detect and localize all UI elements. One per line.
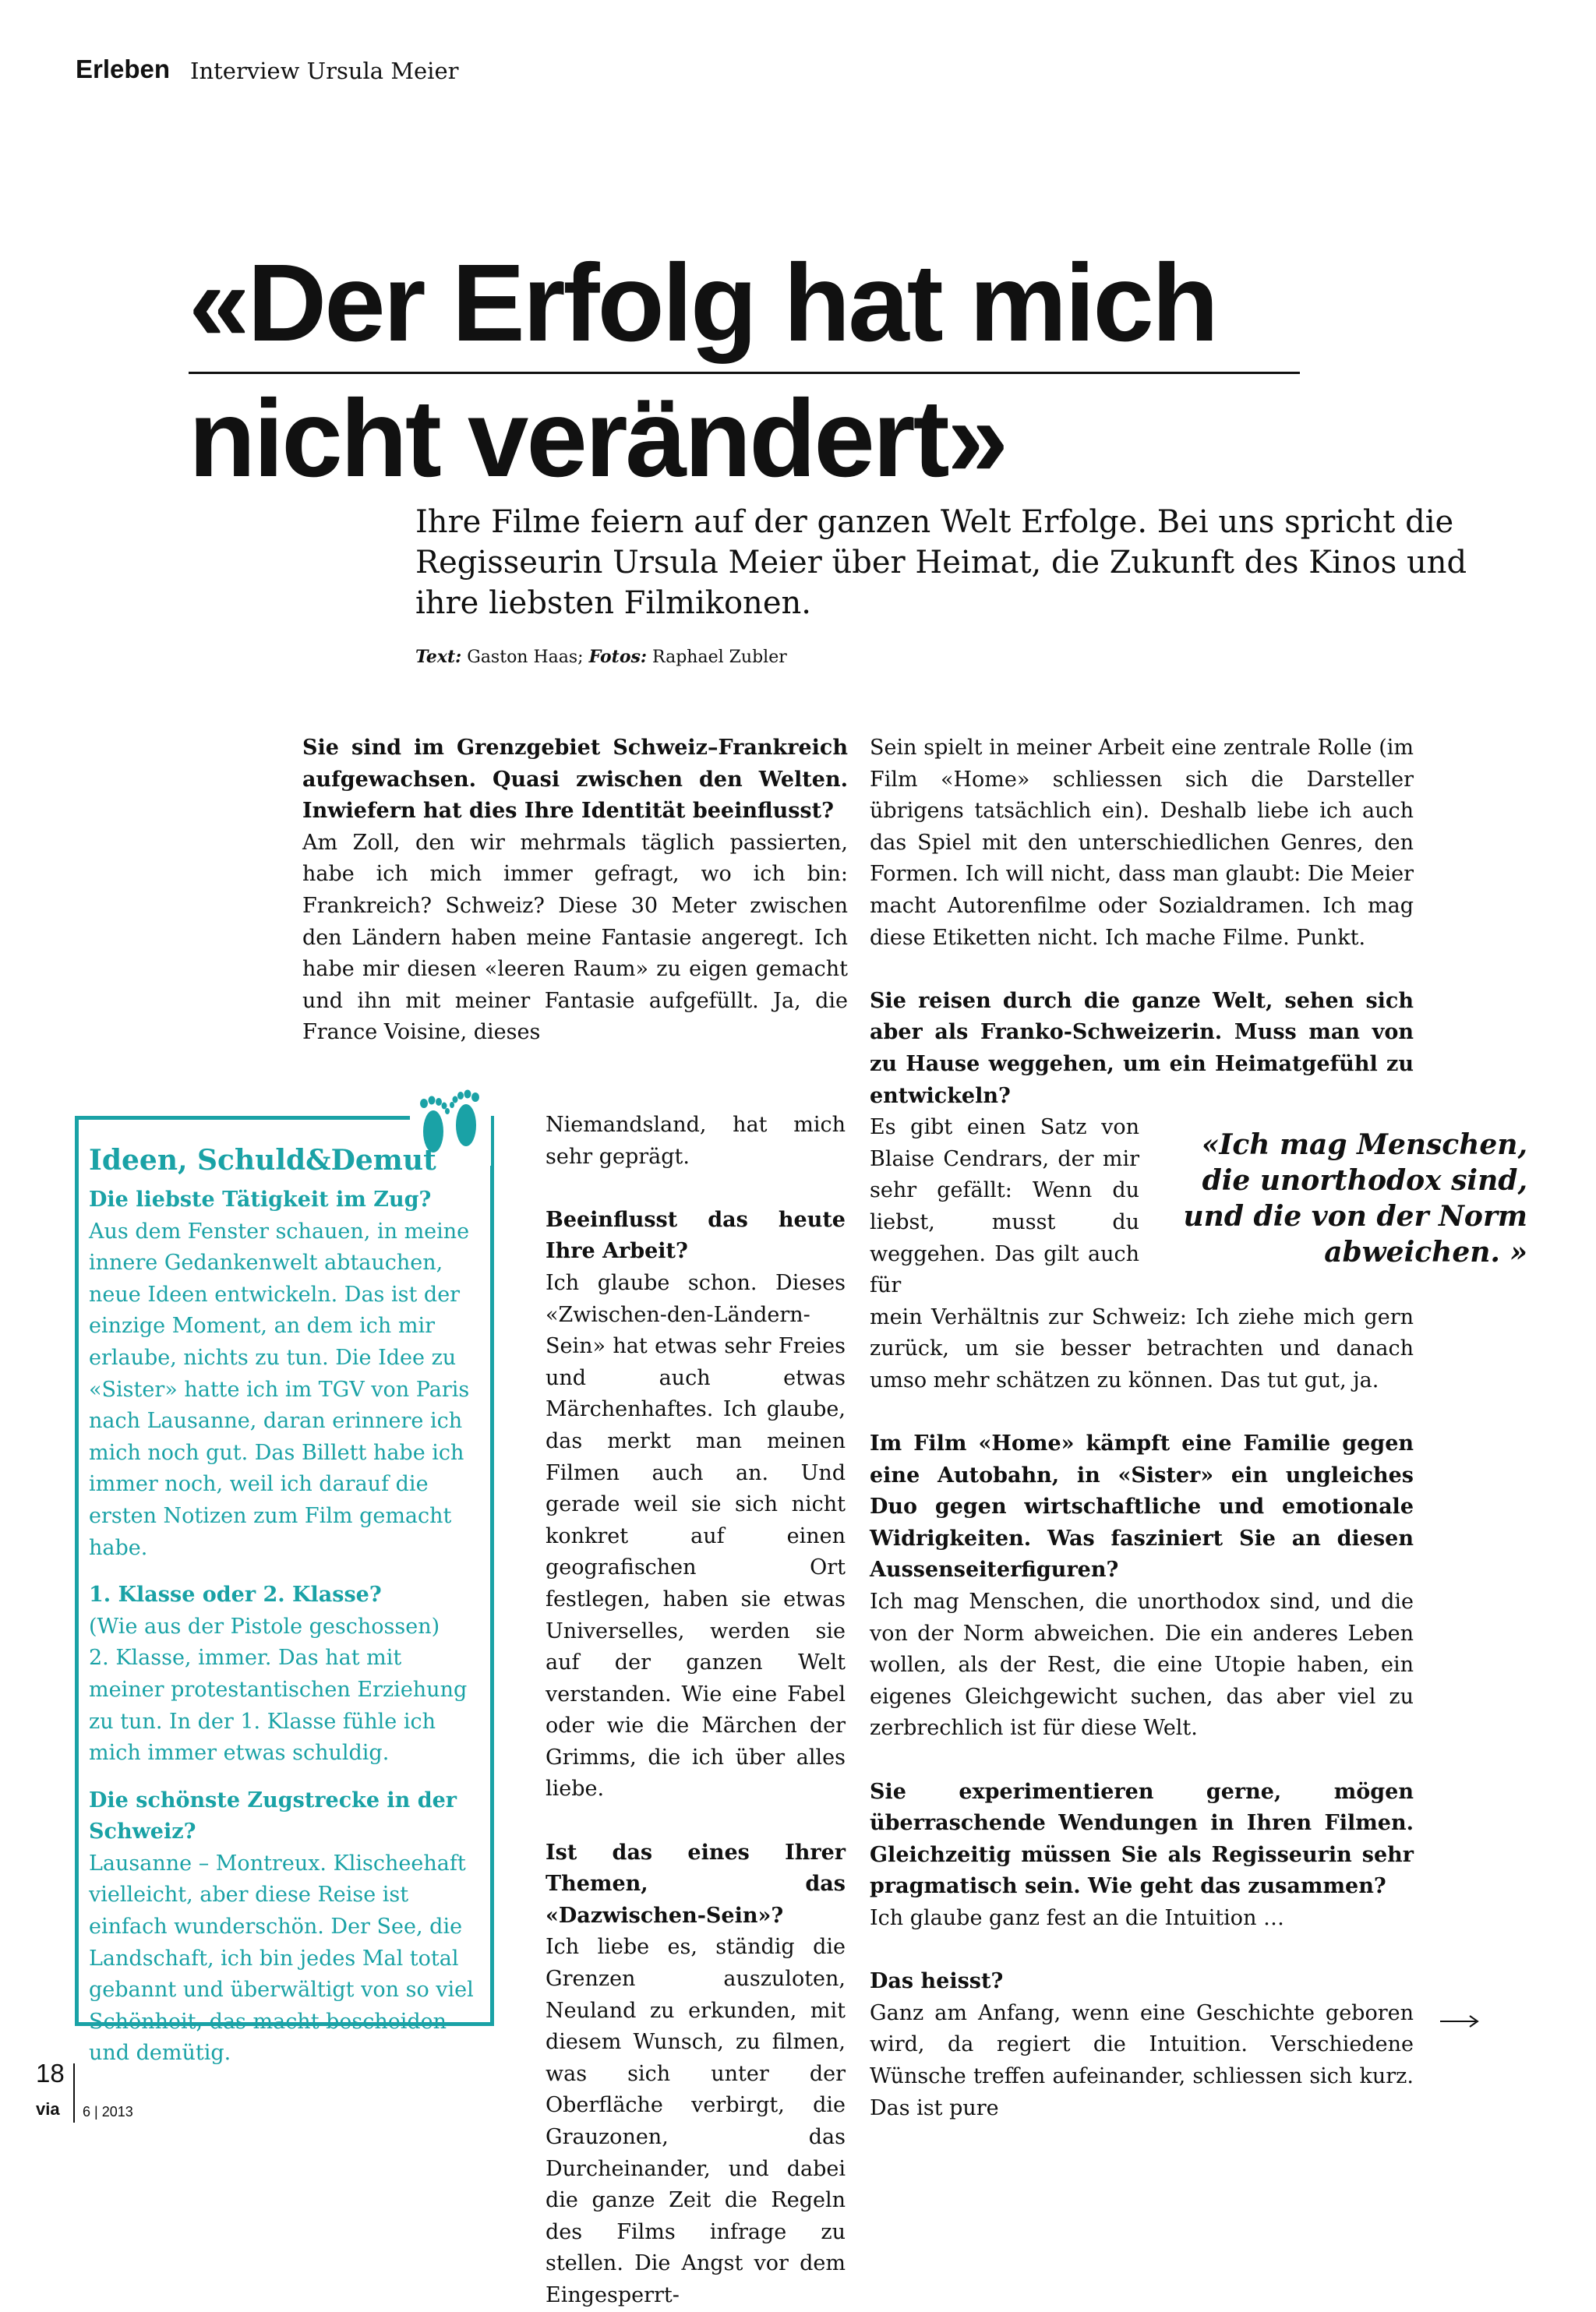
sidebar-question-2: 1. Klasse oder 2. Klasse?: [89, 1583, 382, 1608]
body-column-2: [546, 1110, 846, 2312]
question-3: Ist das eines Ihrer Themen, das «Dazwischen-Sein»?: [546, 1840, 846, 1928]
credits-photo-label: Fotos:: [588, 647, 648, 667]
sidebar-question-1: Die liebste Tätigkeit im Zug?: [89, 1188, 432, 1212]
continue-arrow-icon: [1440, 2014, 1481, 2029]
question-7: Das heisst?: [870, 1969, 1004, 1994]
question-1: Sie sind im Grenzgebiet Schweiz–Frankreich aufgewachsen. Quasi zwischen den Welten. Inwiefern hat dies Ihre Identität beeinflusst?: [302, 736, 848, 824]
body-column-3: [870, 732, 1414, 2124]
section-label: Erleben: [76, 55, 171, 83]
credits: [415, 647, 787, 667]
credits-text-name: Gaston Haas;: [461, 648, 589, 667]
lead-paragraph: Ihre Filme feiern auf der ganzen Welt Erfolge. Bei uns spricht die Regisseurin Ursula Meier über Heimat, die Zukunft des Kinos und ihre liebsten Filmikonen.: [415, 504, 1467, 621]
question-2: Beeinflusst das heute Ihre Arbeit?: [546, 1207, 846, 1264]
sidebar-answer-2: 2. Klasse, immer. Das hat mit meiner protestantischen Erziehung zu tun. In der 1. Klasse fühle ich mich immer etwas schuldig.: [89, 1646, 468, 1766]
credits-photo-name: Raphael Zubler: [647, 648, 787, 667]
sidebar-question-2-note: (Wie aus der Pistole geschossen): [89, 1614, 440, 1639]
body-column-1: [302, 732, 848, 1049]
sidebar-answer-1: Aus dem Fenster schauen, in meine innere Gedankenwelt abtauchen, neue Ideen entwickeln. Das ist der einzige Moment, an dem ich mir erlaube, nichts zu tun. Die Idee zu «Sister» hatte ich im TGV von Paris nach Lausanne, daran erinnere ich mich noch gut. Das Billett habe ich immer noch, weil ich darauf die ersten Notizen zum Film gemacht habe.: [89, 1219, 470, 1560]
question-4: Sie reisen durch die ganze Welt, sehen sich aber als Franko-Schweizerin. Muss man von zu Hause weggehen, um ein Heimatgefühl zu entwickeln?: [870, 988, 1414, 1108]
answer-6: Ich glaube ganz fest an die Intuition …: [870, 1905, 1285, 1930]
sidebar-question-3: Die schönste Zugstrecke in der Schweiz?: [89, 1788, 457, 1844]
headline-line-1: «Der Erfolg hat mich: [189, 241, 1216, 364]
question-6: Sie experimentieren gerne, mögen überraschende Wendungen in Ihren Filmen. Gleichzeitig müssen Sie als Regisseurin sehr pragmatisch sein. Wie geht das zusammen?: [870, 1779, 1414, 1899]
page-number: 18: [36, 2059, 65, 2088]
sidebar-answer-3: Lausanne – Montreux. Klischeehaft vielleicht, aber diese Reise ist einfach wunderschön. Der See, die Landschaft, ich bin jedes Mal total gebannt und überwältigt von so viel Schönheit, das macht bescheiden und demütig.: [89, 1851, 474, 2066]
headline-line-2: nicht verändert»: [189, 376, 1007, 499]
section-subtitle: Interview Ursula Meier: [190, 58, 459, 84]
answer-4-part-1: Es gibt einen Satz von Blaise Cendrars, der mir sehr gefällt: Wenn du liebst, musst du weggehen. Das gilt auch für: [870, 1115, 1139, 1298]
answer-5: Ich mag Menschen, die unorthodox sind, und die von der Norm abweichen. Die ein anderes Leben wollen, als der Rest, die eine Utopie haben, ein eigenes Gleichgewicht suchen, das aber viel zu zerbrechlich ist für diese Welt.: [870, 1590, 1414, 1741]
sidebar-body: [89, 1184, 482, 2070]
question-5: Im Film «Home» kämpft eine Familie gegen eine Autobahn, in «Sister» ein ungleiches Duo gegen wirtschaftliche und emotionale Widrigkeiten. Was fasziniert Sie an diesen Aussenseiterfiguren?: [870, 1431, 1414, 1583]
headline-rule: [189, 372, 1300, 374]
magazine-logo: via: [36, 2099, 60, 2119]
answer-1: Am Zoll, den wir mehrmals täglich passierten, habe ich mich immer gefragt, wo ich bin: Frankreich? Schweiz? Diese 30 Meter zwischen den Ländern haben meine Fantasie angeregt. Ich habe mir diesen «leeren Raum» zu eigen gemacht und ihn mit meiner Fantasie aufgefüllt. Ja, die France Voisine, dieses: [302, 830, 848, 1045]
answer-4-part-2: mein Verhältnis zur Schweiz: Ich ziehe mich gern zurück, um sie besser betrachten und danach umso mehr schätzen zu können. Das tut gut, ja.: [870, 1304, 1414, 1392]
answer-1-continued: Niemandsland, hat mich sehr geprägt.: [546, 1113, 846, 1169]
answer-3-continued: Sein spielt in meiner Arbeit eine zentrale Rolle (im Film «Home» schliessen sich die Darsteller übrigens tatsächlich ein). Deshalb liebe ich auch das Spiel mit den unterschiedlichen Genres, den Formen. Ich will nicht, dass man glaubt: Die Meier macht Autorenfilme oder Sozialdramen. Ich mag diese Etiketten nicht. Ich mache Filme. Punkt.: [870, 736, 1414, 950]
footer-divider: [73, 2063, 75, 2123]
pull-quote: «Ich mag Menschen, die unorthodox sind, und die von der Norm abweichen. »: [1183, 1128, 1527, 1269]
answer-3: Ich liebe es, ständig die Grenzen auszuloten, Neuland zu erkunden, mit diesem Wunsch, zu filmen, was sich unter der Oberfläche verbirgt, die Grauzonen, das Durcheinander, und dabei die ganze Zeit die Regeln des Films infrage zu stellen. Die Angst vor dem Eingesperrt-: [546, 1935, 846, 2307]
credits-text-label: Text:: [415, 647, 462, 667]
issue-number: 6 | 2013: [83, 2104, 133, 2120]
answer-7: Ganz am Anfang, wenn eine Geschichte geboren wird, da regiert die Intuition. Verschiedene Wünsche treffen aufeinander, schliessen sich kurz. Das ist pure: [870, 2000, 1414, 2120]
sidebar-title: Ideen, Schuld&Demut: [89, 1144, 436, 1177]
answer-2: Ich glaube schon. Dieses «Zwischen-den-Ländern-Sein» hat etwas sehr Freies und auch etwas Märchenhaftes. Ich glaube, das merkt man meinen Filmen auch an. Und gerade weil sie sich nicht konkret auf einen geografischen Ort festlegen, haben sie etwas Universelles, werden sie auf der ganzen Welt verstanden. Wie eine Fabel oder wie die Märchen der Grimms, die ich über alles liebe.: [546, 1270, 846, 1802]
